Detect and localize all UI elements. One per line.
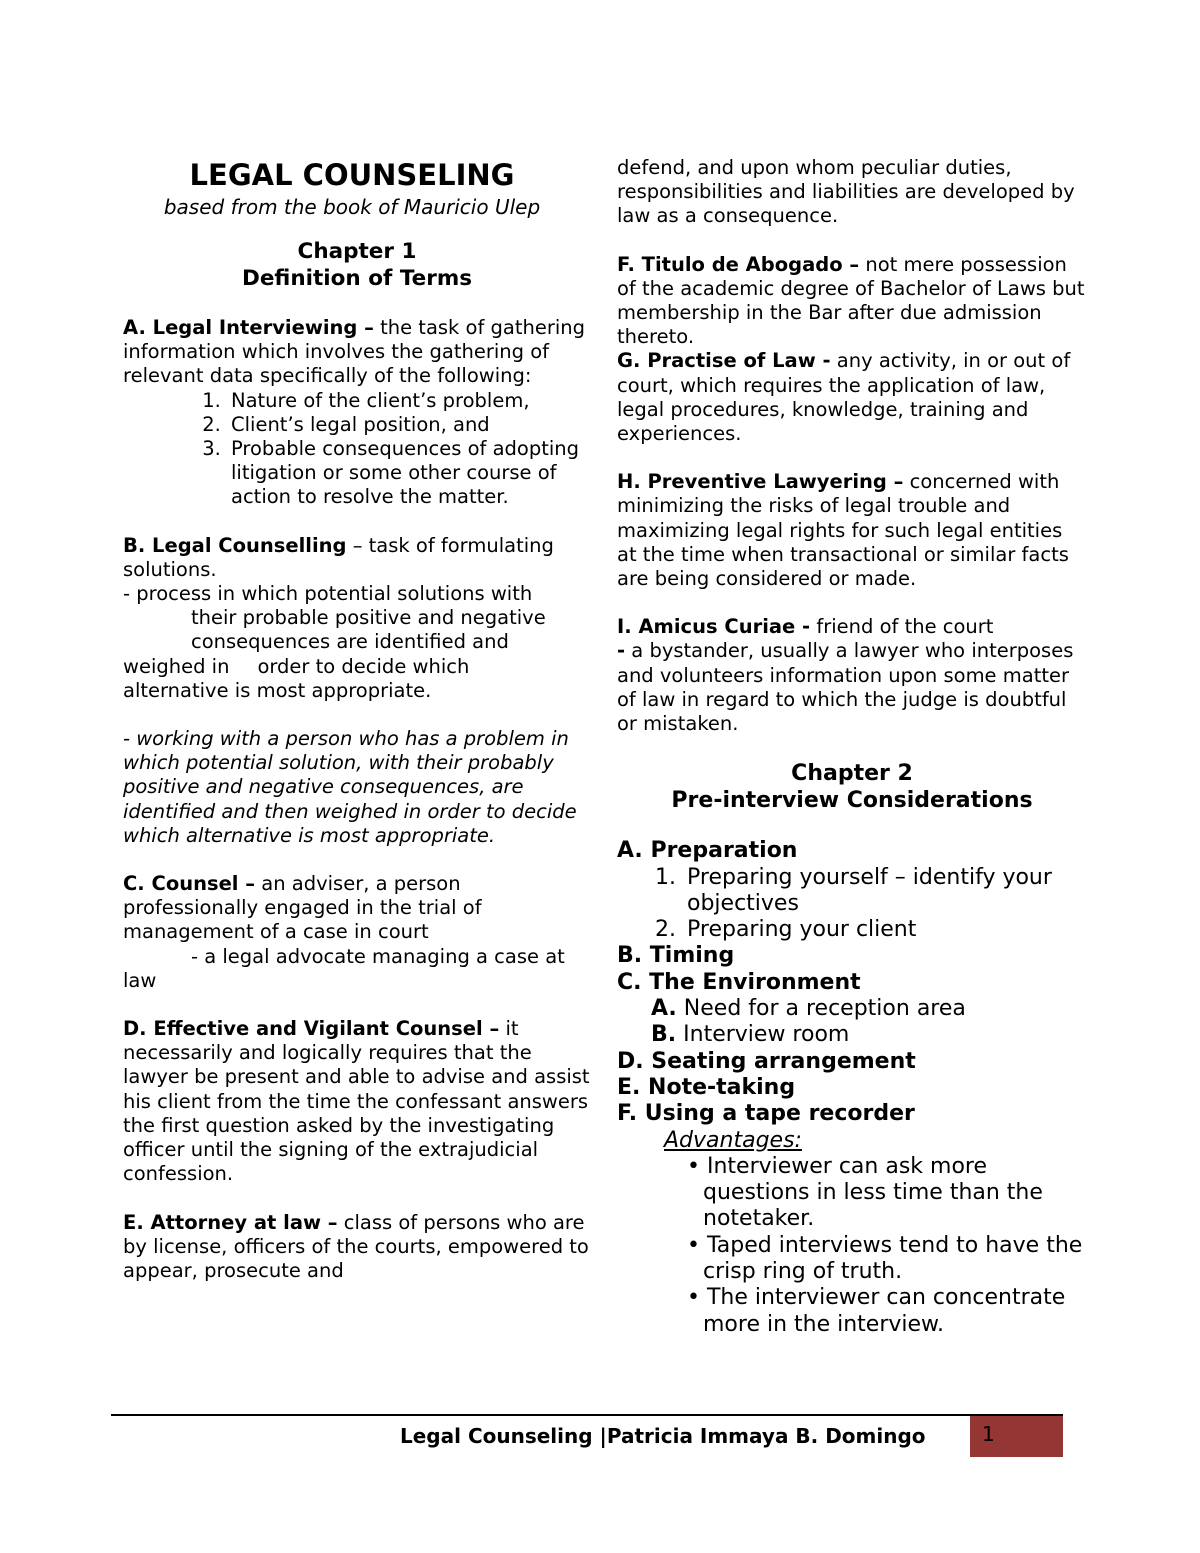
term-definition: class of persons who are by license, officers of the courts, empowered to appear, prosecute and <box>123 1210 589 1282</box>
counselling-process-line: consequences are identified and <box>191 630 509 654</box>
advantages-label: Advantages: <box>664 1127 802 1153</box>
sub-letter: A. <box>651 996 677 1022</box>
term-label: D. Effective and Vigilant Counsel – <box>123 1017 500 1041</box>
sub-letter: B. <box>651 1022 677 1048</box>
advantage-item: • Interviewer can ask more questions in less time than the notetaker. <box>687 1153 1043 1232</box>
advantage-item: • The interviewer can concentrate more in the interview. <box>687 1285 1066 1337</box>
term-legal-interviewing <box>123 316 591 389</box>
term-label: C. Counsel – <box>123 872 256 896</box>
term-definition: the task of gathering information which involves the gathering of relevant data specifically of the following: <box>123 316 586 388</box>
term-label: I. Amicus Curiae - <box>617 615 811 639</box>
dash-mark: - <box>617 639 626 663</box>
term-counsel <box>123 872 591 945</box>
list-item: 1. Nature of the client’s problem, <box>227 389 591 413</box>
chapter-1-subheading: Definition of Terms <box>241 266 473 291</box>
term-definition: any activity, in or out of court, which requires the application of law, legal procedures, knowledge, training and experiences. <box>617 349 1071 446</box>
term-label: E. Attorney at law – <box>123 1210 338 1234</box>
interviewing-list <box>123 389 591 510</box>
section-note-taking: E. Note-taking <box>617 1074 796 1100</box>
counselling-process-line: - process in which potential solutions with <box>123 582 533 606</box>
amicus-extra-text: a bystander, usually a lawyer who interposes and volunteers information upon some matter of law in regard to which the judge is doubtful or mistaken. <box>617 639 1074 736</box>
term-label: H. Preventive Lawyering – <box>617 470 904 494</box>
term-definition: concerned with minimizing the risks of legal trouble and maximizing legal rights for such legal entities at the time when transactional or similar facts are being considered or made. <box>617 470 1069 591</box>
section-timing: B. Timing <box>617 943 735 969</box>
chapter-2-subheading: Pre-interview Considerations <box>671 788 1033 814</box>
term-label: F. Titulo de Abogado – <box>617 252 860 276</box>
sub-text: Interview room <box>676 1022 850 1048</box>
chapter-2-heading: Chapter 2 <box>791 761 913 787</box>
environment-interview-room <box>617 1022 1087 1048</box>
document-subtitle: based from the book of Mauricio Ulep <box>163 195 541 219</box>
counselling-process-line <box>123 655 591 679</box>
counsel-extra: - a legal advocate managing a case at law <box>123 944 565 992</box>
footer-rule <box>111 1414 971 1416</box>
term-definition: an adviser, a person professionally engaged in the trial of management of a case in court <box>123 872 482 944</box>
term-legal-counselling <box>123 534 591 582</box>
chapter-2-outline <box>617 838 1087 1338</box>
advantage-item: • Taped interviews tend to have the crisp ring of truth. <box>687 1232 1083 1285</box>
list-item: 2. Preparing your client <box>683 917 1087 943</box>
section-tape-recorder: F. Using a tape recorder <box>617 1101 915 1127</box>
preparation-list <box>617 865 1087 944</box>
section-seating: D. Seating arrangement <box>617 1048 916 1074</box>
counselling-process-line: alternative is most appropriate. <box>123 678 432 702</box>
term-attorney-at-law <box>123 1211 591 1284</box>
term-label: A. Legal Interviewing – <box>123 316 374 339</box>
counselling-process-line: their probable positive and negative <box>191 606 546 630</box>
document-title: LEGAL COUNSELING <box>189 158 515 192</box>
term-preventive-lawyering <box>617 470 1087 591</box>
term-definition: friend of the court <box>810 615 994 639</box>
counselling-process-fragment: weighed in <box>123 654 230 678</box>
environment-reception-area <box>617 996 1087 1022</box>
page-number-box <box>970 1414 1063 1457</box>
attorney-definition-continued: defend, and upon whom peculiar duties, responsibilities and liabilities are developed by law as a consequence. <box>617 156 1075 228</box>
right-column <box>617 156 1087 1338</box>
counselling-process-fragment: order to decide which <box>257 654 470 678</box>
term-definition: not mere possession of the academic degree of Bachelor of Laws but membership in the Bar after due admission thereto. <box>617 252 1085 349</box>
list-item: 3. Probable consequences of adopting litigation or some other course of action to resolve the matter. <box>227 437 591 510</box>
footer-text: Legal Counseling |Patricia Immaya B. Domingo <box>400 1424 926 1448</box>
section-environment: C. The Environment <box>617 969 861 995</box>
term-label: B. Legal Counselling <box>123 533 347 557</box>
term-definition: it necessarily and logically requires that the lawyer be present and able to advise and assist his client from the time the confessant answers the first question asked by the investigating officer until the signing of the extrajudicial confession. <box>123 1017 590 1186</box>
list-item: 1. Preparing yourself – identify your objectives <box>683 865 1087 918</box>
chapter-1-heading: Chapter 1 <box>297 239 417 264</box>
left-column <box>123 156 591 1283</box>
term-effective-vigilant-counsel <box>123 1017 591 1186</box>
list-item: 2. Client’s legal position, and <box>227 413 591 437</box>
term-practise-of-law <box>617 349 1087 446</box>
term-label: G. Practise of Law - <box>617 349 831 373</box>
counselling-italic-note: - working with a person who has a problem in which potential solution, with their probably positive and negative consequences, are identified and then weighed in order to decide which alternative is most appropriate. <box>123 727 577 847</box>
term-titulo-de-abogado <box>617 253 1087 350</box>
page-number: 1 <box>982 1422 995 1446</box>
section-preparation: A. Preparation <box>617 838 798 864</box>
term-amicus-curiae <box>617 615 1087 639</box>
term-definition: – task of formulating solutions. <box>123 533 554 581</box>
amicus-extra <box>617 639 1087 736</box>
sub-text: Need for a reception area <box>676 996 966 1022</box>
